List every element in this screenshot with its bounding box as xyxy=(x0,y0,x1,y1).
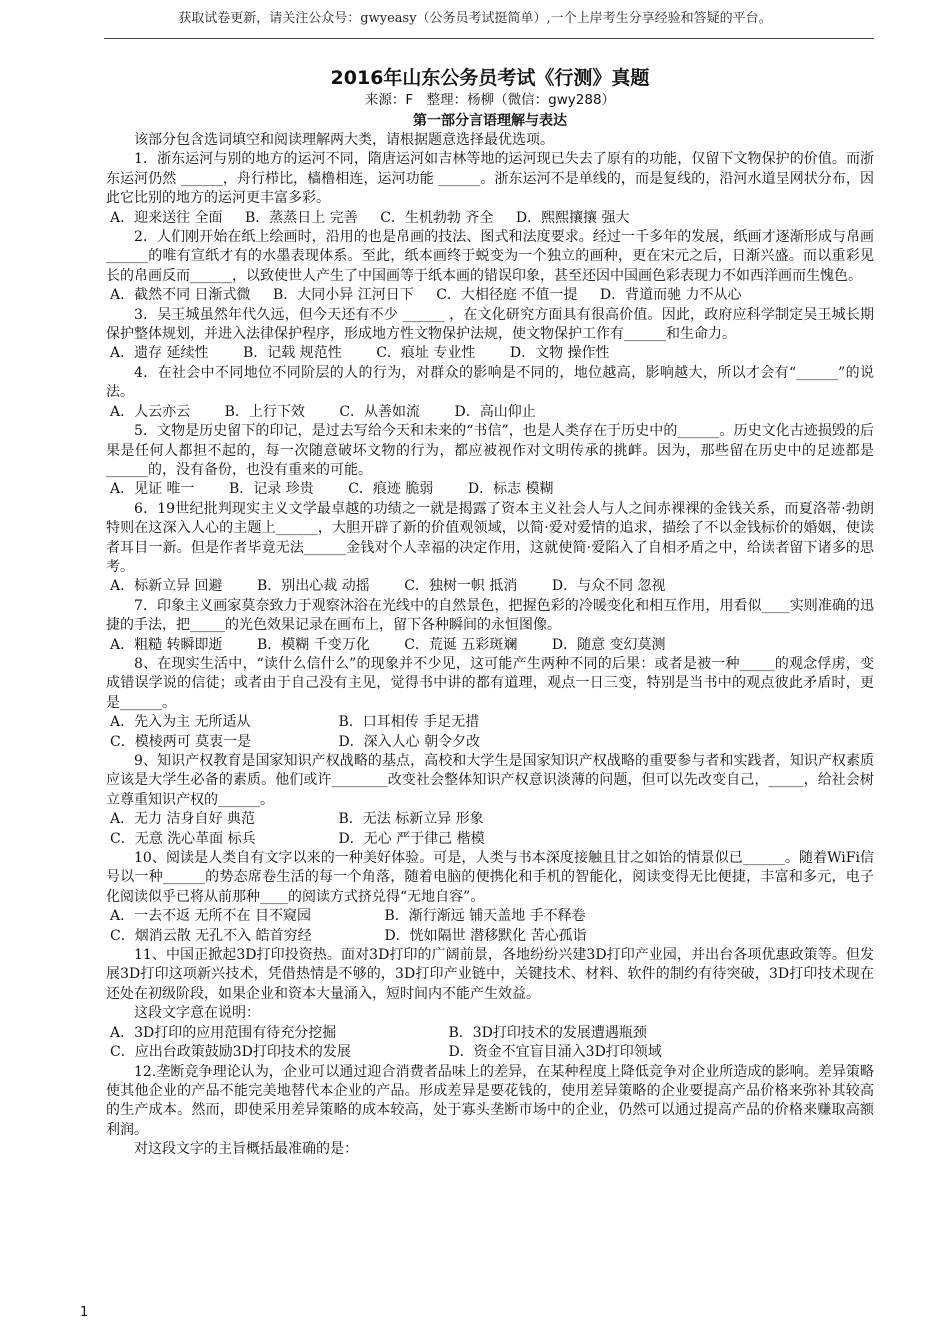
option-row xyxy=(110,830,874,849)
option-d: D．随意 变幻莫测 xyxy=(551,636,666,653)
option-b: B．口耳相传 手足无措 xyxy=(338,714,480,731)
question-stem: 6．19世纪批判现实主义文学最卓越的功绩之一就是揭露了资本主义社会人与人之间赤裸裸的金钱关系，而夏洛蒂·勃朗特则在这深入人心的主题上______，大胆开辟了新的价值观领域，以简·爱对爱情的追求，描绘了不以金钱标价的婚姻，使读者耳目一新。但是作者毕竟无法______金钱对个人幸福的决定作用，这就使简·爱陷入了自相矛盾之中，给读者留下诸多的思考。 xyxy=(106,500,874,575)
question-prompt: 这段文字意在说明： xyxy=(134,1005,260,1022)
option-d: D．标志 模糊 xyxy=(467,481,554,498)
option-b: B．大同小异 江河日下 xyxy=(273,287,414,304)
page-number: 1 xyxy=(80,1305,89,1320)
option-a: A．截然不同 日渐式微 xyxy=(110,287,251,304)
exam-document xyxy=(106,64,874,1160)
option-d: D．恍如隔世 潜移默化 苦心孤诣 xyxy=(384,927,587,944)
option-a: A．遗存 延续性 xyxy=(110,345,209,362)
option-row xyxy=(110,344,874,363)
option-row xyxy=(110,733,874,752)
option-row xyxy=(110,927,874,946)
option-b: B．上行下效 xyxy=(224,403,305,420)
header-divider xyxy=(104,38,874,39)
option-b: B．记载 规范性 xyxy=(243,345,342,362)
option-d: D．无心 严于律己 楷模 xyxy=(338,830,485,847)
option-c: C．烟消云散 无孔不入 皓首穷经 xyxy=(110,927,312,944)
question-stem: 10、阅读是人类自有文字以来的一种美好体验。可是，人类与书本深度接触且甘之如饴的情景似已______。随着WiFi信号以一种______的势态席卷生活的每一个角落，随着电脑的便携化和手机的智能化，阅读变得无比便捷，丰富和多元，电子化阅读似乎已将从前那种____的阅读方式挤兑得“无地自容”。 xyxy=(106,850,874,905)
question-stem: 9、知识产权教育是国家知识产权战略的基点，高校和大学生是国家知识产权战略的重要参与者和实践者，知识产权素质应该是大学生必备的素质。他们或许________改变社会整体知识产权意识淡薄的问题，但可以先改变自己，_____，给社会树立尊重知识产权的______。 xyxy=(106,753,874,808)
option-d: D．资金不宜盲目涌入3D打印领域 xyxy=(448,1044,662,1061)
option-row xyxy=(110,636,874,655)
option-row xyxy=(110,1024,874,1043)
option-a: A．见证 唯一 xyxy=(110,481,195,498)
option-c: C．独树一帜 抵消 xyxy=(404,578,518,595)
option-d: D．与众不同 忽视 xyxy=(551,578,666,595)
option-row xyxy=(110,480,874,499)
question-stem: 11、中国正掀起3D打印投资热。面对3D打印的广阔前景，各地纷纷兴建3D打印产业园，并出台各项优惠政策等。但发展3D打印这项新兴技术，凭借热情是不够的，3D打印产业链中，关键技术、材料、软件的制约有待突破，3D打印技术现在还处在初级阶段，如果企业和资本大量涌入，短时间内不能产生效益。 xyxy=(106,947,874,1002)
question-stem: 8、在现实生活中，“读什么信什么”的现象并不少见，这可能产生两种不同的后果：或者是被一种_____的观念俘虏，变成错误学说的信徒；或者由于自己没有主见，觉得书中讲的都有道理，观点一日三变，特别是当书中的观点彼此矛盾时，更是______。 xyxy=(106,655,874,711)
top-notice: 获取试卷更新，请关注公众号：gwyeasy（公务员考试挺简单）,一个上岸考生分享经验和答疑的平台。 xyxy=(178,11,772,26)
option-row xyxy=(110,907,874,926)
option-c: C．痕址 专业性 xyxy=(376,345,476,362)
option-a: A．粗糙 转瞬即逝 xyxy=(110,636,223,653)
option-d: D．深入人心 朝令夕改 xyxy=(338,733,481,750)
option-c: C．从善如流 xyxy=(339,403,421,420)
option-c: C．生机勃勃 齐全 xyxy=(380,209,494,226)
question-stem: 4．在社会中不同地位不同阶层的人的行为，对群众的影响是不同的，地位越高，影响越大，所以才会有“______”的说法。 xyxy=(106,364,874,401)
option-d: D．高山仰止 xyxy=(454,403,536,420)
document-source: 来源：F 整理：杨柳（微信：gwy288） xyxy=(364,92,616,108)
question-prompt: 对这段文字的主旨概括最准确的是： xyxy=(134,1141,358,1158)
option-b: B．3D打印技术的发展遭遇瓶颈 xyxy=(448,1024,647,1041)
section-heading: 第一部分言语理解与表达 xyxy=(413,113,567,129)
option-d: D．熙熙攘攘 强大 xyxy=(515,209,630,226)
option-row xyxy=(110,1043,874,1062)
document-title: 2016年山东公务员考试《行测》真题 xyxy=(330,67,650,89)
option-b: B．模糊 千变万化 xyxy=(257,636,370,653)
option-b: B．记录 珍贵 xyxy=(229,481,314,498)
option-row xyxy=(110,713,874,732)
question-list xyxy=(106,131,874,1160)
option-c: C．应出台政策鼓励3D打印技术的发展 xyxy=(110,1044,351,1061)
option-d: D．文物 操作性 xyxy=(509,345,610,362)
question-stem: 3．吴王城虽然年代久远，但今天还有不少 ______ ，在文化研究方面具有很高价值。因此，政府应科学制定吴王城长期保护整体规划，并进入法律保护程序，形成地方性文物保护法规，使文物保护工作有______和生命力。 xyxy=(106,306,874,343)
question-stem: 5．文物是历史留下的印记，是过去写给今天和未来的“书信”，也是人类存在于历史中的______。历史文化古迹损毁的后果是任何人都担不起的，每一次随意破坏文物的行为，都应被视作对文明传承的挑衅。因为，那些留在历史中的足迹都是______的，没有备份，也没有重来的可能。 xyxy=(106,423,874,478)
question-stem: 12.垄断竞争理论认为，企业可以通过迎合消费者品味上的差异，在某种程度上降低竞争对企业所造成的影响。差异策略使其他企业的产品不能完美地替代本企业的产品。形成差异是要花钱的，使用差异策略的企业要提高产品价格来弥补其较高的生产成本。然而，即使采用差异策略的成本较高，处于寡头垄断市场中的企业，仍然可以通过提高产品的价格来赚取高额利润。 xyxy=(106,1063,874,1138)
option-a: A．人云亦云 xyxy=(110,403,191,420)
option-c: C．模棱两可 莫衷一是 xyxy=(110,733,252,750)
option-a: A．标新立异 回避 xyxy=(110,578,223,595)
option-b: B．蒸蒸日上 完善 xyxy=(245,209,358,226)
option-b: B．渐行渐远 铺天盖地 手不释卷 xyxy=(384,908,586,925)
option-c: C．大相径庭 不值一提 xyxy=(436,287,578,304)
option-a: A．迎来送往 全面 xyxy=(110,209,223,226)
option-row xyxy=(110,577,874,596)
option-row xyxy=(110,209,874,228)
option-b: B．别出心裁 动摇 xyxy=(257,578,370,595)
option-d: D．背道而驰 力不从心 xyxy=(599,287,742,304)
option-row xyxy=(110,403,874,422)
option-a: A．一去不返 无所不在 目不窥园 xyxy=(110,908,312,925)
section-intro: 该部分包含选词填空和阅读理解两大类，请根据题意选择最优选项。 xyxy=(134,132,554,148)
option-c: C．荒诞 五彩斑斓 xyxy=(404,636,518,653)
option-a: A．无力 洁身自好 典范 xyxy=(110,811,256,828)
option-a: A．3D打印的应用范围有待充分挖掘 xyxy=(110,1024,337,1041)
question-stem: 7．印象主义画家莫奈致力于观察沐浴在光线中的自然景色，把握色彩的冷暖变化和相互作用，用看似____实则准确的迅捷的手法，把_____的光色效果记录在画布上，留下各种瞬间的永恒图像。 xyxy=(106,597,874,634)
option-a: A．先入为主 无所适从 xyxy=(110,714,251,731)
option-row xyxy=(110,286,874,305)
question-stem: 2．人们刚开始在纸上绘画时，沿用的也是帛画的技法、图式和法度要求。经过一千多年的发展，纸画才逐渐形成与帛画______的唯有宣纸才有的水墨表现体系。至此，纸本画终于蜕变为一个独立的画种，更在宋元之后，日渐兴盛。而以重彩见长的帛画反而______，以致使世人产生了中国画等于纸本画的错误印象，甚至还因中国画色彩表现力不如西洋画而生愧色。 xyxy=(106,229,874,284)
option-c: C．痕迹 脆弱 xyxy=(348,481,434,498)
question-stem: 1．浙东运河与别的地方的运河不同，隋唐运河如吉林等地的运河现已失去了原有的功能，仅留下文物保护的价值。而浙东运河仍然 ______，舟行栉比，樯橹相连，运河功能 ______。浙东运河不是单线的，而是复线的，沿河水道呈网状分布，因此它比别的地方的运河更丰富多彩。 xyxy=(106,151,874,207)
option-c: C．无意 洗心革面 标兵 xyxy=(110,830,256,847)
option-row xyxy=(110,810,874,829)
option-b: B．无法 标新立异 形象 xyxy=(338,811,484,828)
